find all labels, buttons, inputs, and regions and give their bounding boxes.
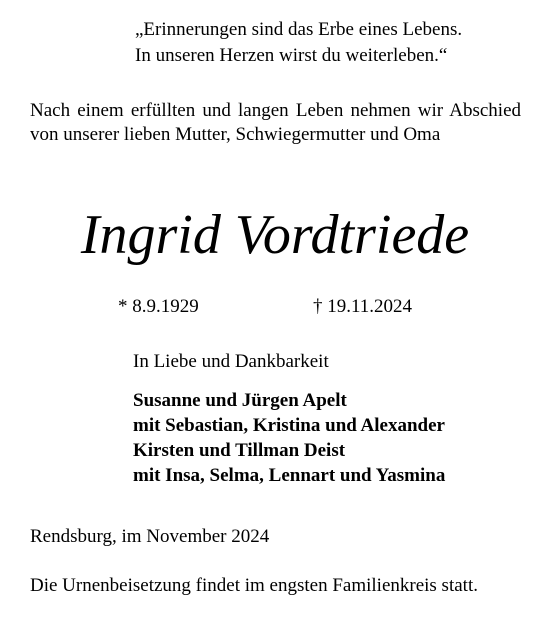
family-line: Susanne und Jürgen Apelt xyxy=(133,390,347,411)
place-date: Rendsburg, im November 2024 xyxy=(30,526,270,547)
birth-date: * 8.9.1929 xyxy=(118,296,199,317)
family-list xyxy=(133,388,445,488)
family-line: Kirsten und Tillman Deist xyxy=(133,440,346,461)
deceased-name: Ingrid Vordtriede xyxy=(80,204,470,266)
quote-line-2: In unseren Herzen wirst du weiterleben.“ xyxy=(135,45,448,66)
family-line: mit Insa, Selma, Lennart und Yasmina xyxy=(133,465,446,486)
closing-note: Die Urnenbeisetzung findet im engsten Familienkreis statt. xyxy=(30,575,478,596)
family-line: mit Sebastian, Kristina und Alexander xyxy=(133,415,445,436)
dedication-text: In Liebe und Dankbarkeit xyxy=(133,351,329,372)
death-date: † 19.11.2024 xyxy=(313,296,413,317)
intro-text: Nach einem erfüllten und langen Leben nehmen wir Abschied von unserer lieben Mutter, Schwiegermutter und Oma xyxy=(30,100,521,145)
quote-line-1: „Erinnerungen sind das Erbe eines Lebens. xyxy=(135,19,463,40)
